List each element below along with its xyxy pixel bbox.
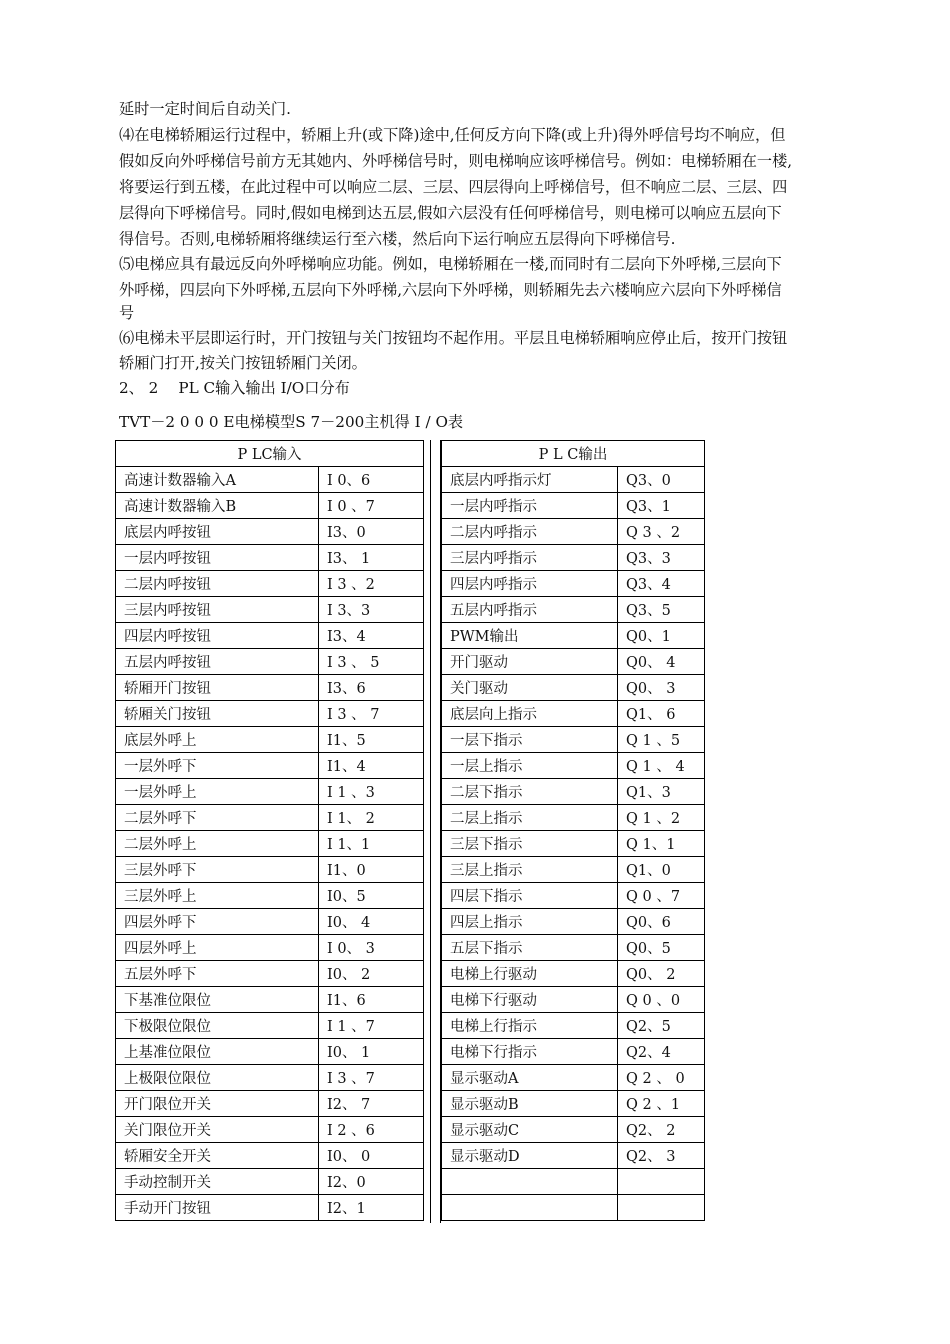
table-row xyxy=(116,727,424,753)
address-cell: I1、4 xyxy=(319,753,424,779)
section-heading: 2、 2 PL C输入输出 I/O口分布 xyxy=(119,379,350,397)
signal-name-cell: 二层下指示 xyxy=(442,779,618,805)
signal-name-cell: 五层下指示 xyxy=(442,935,618,961)
table-row xyxy=(116,987,424,1013)
signal-name-cell: 三层下指示 xyxy=(442,831,618,857)
address-cell: I 0 、7 xyxy=(319,493,424,519)
address-cell: I1、6 xyxy=(319,987,424,1013)
address-cell: Q0、 2 xyxy=(618,961,705,987)
table-row xyxy=(442,831,705,857)
signal-name-cell: 上基准位限位 xyxy=(116,1039,319,1065)
signal-name-cell: 电梯上行驱动 xyxy=(442,961,618,987)
plc-input-table xyxy=(115,440,424,1221)
signal-name-cell xyxy=(442,1169,618,1195)
signal-name-cell: 开门驱动 xyxy=(442,649,618,675)
signal-name-cell: 显示驱动C xyxy=(442,1117,618,1143)
signal-name-cell: 显示驱动A xyxy=(442,1065,618,1091)
table-row xyxy=(116,649,424,675)
paragraph-line: 假如反向外呼梯信号前方无其她内、外呼梯信号时，则电梯响应该呼梯信号。例如：电梯轿厢在一楼, xyxy=(119,152,793,170)
address-cell: I 2 、6 xyxy=(319,1117,424,1143)
table-row xyxy=(442,1195,705,1221)
signal-name-cell: 关门驱动 xyxy=(442,675,618,701)
table-row xyxy=(116,1195,424,1221)
address-cell: Q 0 、0 xyxy=(618,987,705,1013)
table-row xyxy=(442,1013,705,1039)
address-cell: I0、 0 xyxy=(319,1143,424,1169)
signal-name-cell: 二层上指示 xyxy=(442,805,618,831)
address-cell: Q 1 、5 xyxy=(618,727,705,753)
signal-name-cell: 一层下指示 xyxy=(442,727,618,753)
table-row xyxy=(116,1169,424,1195)
table-row xyxy=(442,753,705,779)
table-row xyxy=(442,467,705,493)
address-cell: Q1、 6 xyxy=(618,701,705,727)
table-row xyxy=(442,883,705,909)
table-row xyxy=(116,961,424,987)
table-row xyxy=(442,1039,705,1065)
address-cell xyxy=(618,1195,705,1221)
table-row xyxy=(116,1039,424,1065)
table-row xyxy=(442,1065,705,1091)
table-row xyxy=(116,1117,424,1143)
paragraph-line: ⑸电梯应具有最远反向外呼梯响应功能。例如，电梯轿厢在一楼,而同时有二层向下外呼梯,三层向下 xyxy=(119,255,782,273)
address-cell: I0、5 xyxy=(319,883,424,909)
address-cell: I 3 、 7 xyxy=(319,701,424,727)
paragraph-line: 将要运行到五楼，在此过程中可以响应二层、三层、四层得向上呼梯信号，但不响应二层、三层、四 xyxy=(119,178,788,196)
signal-name-cell: 一层内呼按钮 xyxy=(116,545,319,571)
address-cell: Q2、 2 xyxy=(618,1117,705,1143)
signal-name-cell: 上极限位限位 xyxy=(116,1065,319,1091)
table-row xyxy=(116,805,424,831)
address-cell: I3、 1 xyxy=(319,545,424,571)
signal-name-cell: 一层内呼指示 xyxy=(442,493,618,519)
table-row xyxy=(116,597,424,623)
table-row xyxy=(442,909,705,935)
address-cell: Q0、5 xyxy=(618,935,705,961)
address-cell: Q1、0 xyxy=(618,857,705,883)
address-cell xyxy=(618,1169,705,1195)
table-row xyxy=(442,857,705,883)
table-row xyxy=(116,571,424,597)
address-cell: I2、1 xyxy=(319,1195,424,1221)
address-cell: I 3 、7 xyxy=(319,1065,424,1091)
signal-name-cell: 关门限位开关 xyxy=(116,1117,319,1143)
address-cell: Q3、5 xyxy=(618,597,705,623)
address-cell: I 3 、2 xyxy=(319,571,424,597)
address-cell: I3、6 xyxy=(319,675,424,701)
signal-name-cell: 电梯下行指示 xyxy=(442,1039,618,1065)
address-cell: I 1、1 xyxy=(319,831,424,857)
table-row xyxy=(116,675,424,701)
signal-name-cell: 轿厢安全开关 xyxy=(116,1143,319,1169)
io-table xyxy=(115,440,704,1223)
signal-name-cell: 三层内呼指示 xyxy=(442,545,618,571)
address-cell: Q 2 、 0 xyxy=(618,1065,705,1091)
signal-name-cell: 四层下指示 xyxy=(442,883,618,909)
signal-name-cell: 底层外呼上 xyxy=(116,727,319,753)
address-cell: Q0、1 xyxy=(618,623,705,649)
signal-name-cell: 手动控制开关 xyxy=(116,1169,319,1195)
address-cell: I3、4 xyxy=(319,623,424,649)
address-cell: Q1、3 xyxy=(618,779,705,805)
table-row xyxy=(116,1065,424,1091)
address-cell: Q2、4 xyxy=(618,1039,705,1065)
table-row xyxy=(442,649,705,675)
signal-name-cell: 四层外呼上 xyxy=(116,935,319,961)
signal-name-cell: 四层外呼下 xyxy=(116,909,319,935)
address-cell: Q3、4 xyxy=(618,571,705,597)
signal-name-cell: 二层外呼上 xyxy=(116,831,319,857)
address-cell: Q3、0 xyxy=(618,467,705,493)
signal-name-cell: 三层外呼下 xyxy=(116,857,319,883)
address-cell: I 0、 3 xyxy=(319,935,424,961)
address-cell: Q2、 3 xyxy=(618,1143,705,1169)
address-cell: Q 1 、2 xyxy=(618,805,705,831)
input-header: P LC输入 xyxy=(116,441,424,467)
table-row xyxy=(442,1117,705,1143)
address-cell: Q 3 、2 xyxy=(618,519,705,545)
table-row xyxy=(442,519,705,545)
address-cell: I 3、3 xyxy=(319,597,424,623)
signal-name-cell: 二层外呼下 xyxy=(116,805,319,831)
table-row xyxy=(116,753,424,779)
address-cell: Q0、 3 xyxy=(618,675,705,701)
address-cell: Q 1、1 xyxy=(618,831,705,857)
address-cell: Q 0 、7 xyxy=(618,883,705,909)
signal-name-cell: 一层外呼上 xyxy=(116,779,319,805)
paragraph-line: 轿厢门打开,按关门按钮轿厢门关闭。 xyxy=(119,354,367,372)
signal-name-cell: 三层上指示 xyxy=(442,857,618,883)
table-row xyxy=(442,805,705,831)
table-caption: TVT－2 0 0 0 E电梯模型S 7－200主机得 I / O表 xyxy=(119,413,464,431)
table-row xyxy=(116,467,424,493)
table-row xyxy=(116,857,424,883)
address-cell: I 0、6 xyxy=(319,467,424,493)
address-cell: Q0、 4 xyxy=(618,649,705,675)
table-row xyxy=(116,623,424,649)
signal-name-cell: 高速计数器输入B xyxy=(116,493,319,519)
paragraph-line: 外呼梯，四层向下外呼梯,五层向下外呼梯,六层向下外呼梯，则轿厢先去六楼响应六层向下外呼梯信 xyxy=(119,281,782,299)
table-row xyxy=(442,935,705,961)
table-row xyxy=(116,1013,424,1039)
table-row xyxy=(442,571,705,597)
paragraph-line: ⑷在电梯轿厢运行过程中，轿厢上升(或下降)途中,任何反方向下降(或上升)得外呼信号均不响应，但 xyxy=(119,126,786,144)
signal-name-cell: 底层内呼指示灯 xyxy=(442,467,618,493)
address-cell: Q2、5 xyxy=(618,1013,705,1039)
signal-name-cell: 五层内呼按钮 xyxy=(116,649,319,675)
address-cell: I 1 、3 xyxy=(319,779,424,805)
signal-name-cell: 手动开门按钮 xyxy=(116,1195,319,1221)
signal-name-cell: 四层内呼按钮 xyxy=(116,623,319,649)
table-row xyxy=(442,597,705,623)
paragraph-line: 层得向下呼梯信号。同时,假如电梯到达五层,假如六层没有任何呼梯信号，则电梯可以响应五层向下 xyxy=(119,204,782,222)
output-header: P L C输出 xyxy=(442,441,705,467)
paragraph-line: 号 xyxy=(119,304,135,322)
table-row xyxy=(116,883,424,909)
table-row xyxy=(442,675,705,701)
table-row xyxy=(116,831,424,857)
address-cell: Q 1 、 4 xyxy=(618,753,705,779)
paragraph-line: 延时一定时间后自动关门. xyxy=(119,100,291,118)
signal-name-cell: 电梯下行驱动 xyxy=(442,987,618,1013)
paragraph-line: ⑹电梯未平层即运行时，开门按钮与关门按钮均不起作用。平层且电梯轿厢响应停止后，按开门按钮 xyxy=(119,329,788,347)
signal-name-cell: 下极限位限位 xyxy=(116,1013,319,1039)
table-row xyxy=(442,545,705,571)
signal-name-cell: 五层内呼指示 xyxy=(442,597,618,623)
plc-output-table xyxy=(441,440,705,1221)
table-row xyxy=(116,519,424,545)
signal-name-cell: 电梯上行指示 xyxy=(442,1013,618,1039)
address-cell: I2、0 xyxy=(319,1169,424,1195)
table-row xyxy=(116,701,424,727)
address-cell: I 1 、7 xyxy=(319,1013,424,1039)
signal-name-cell: 显示驱动B xyxy=(442,1091,618,1117)
signal-name-cell: 显示驱动D xyxy=(442,1143,618,1169)
table-row xyxy=(442,779,705,805)
signal-name-cell: 底层内呼按钮 xyxy=(116,519,319,545)
table-row xyxy=(116,1091,424,1117)
signal-name-cell: 一层外呼下 xyxy=(116,753,319,779)
table-row xyxy=(442,727,705,753)
table-row xyxy=(116,1143,424,1169)
table-header-row xyxy=(116,441,424,467)
table-row xyxy=(442,1091,705,1117)
signal-name-cell: 二层内呼按钮 xyxy=(116,571,319,597)
address-cell: I1、5 xyxy=(319,727,424,753)
signal-name-cell: 轿厢开门按钮 xyxy=(116,675,319,701)
address-cell: I 1、 2 xyxy=(319,805,424,831)
table-row xyxy=(116,909,424,935)
table-row xyxy=(116,935,424,961)
address-cell: I0、 1 xyxy=(319,1039,424,1065)
address-cell: I3、0 xyxy=(319,519,424,545)
table-row xyxy=(116,493,424,519)
table-row xyxy=(442,1143,705,1169)
table-row xyxy=(442,701,705,727)
table-row xyxy=(116,545,424,571)
address-cell: Q 2 、1 xyxy=(618,1091,705,1117)
table-row xyxy=(116,779,424,805)
signal-name-cell: 二层内呼指示 xyxy=(442,519,618,545)
column-gap xyxy=(423,440,441,1223)
address-cell: I0、 4 xyxy=(319,909,424,935)
table-row xyxy=(442,961,705,987)
signal-name-cell: 开门限位开关 xyxy=(116,1091,319,1117)
table-row xyxy=(442,623,705,649)
address-cell: Q3、3 xyxy=(618,545,705,571)
signal-name-cell: 五层外呼下 xyxy=(116,961,319,987)
signal-name-cell: 四层内呼指示 xyxy=(442,571,618,597)
signal-name-cell: 底层向上指示 xyxy=(442,701,618,727)
signal-name-cell: 四层上指示 xyxy=(442,909,618,935)
signal-name-cell: 三层外呼上 xyxy=(116,883,319,909)
address-cell: I2、 7 xyxy=(319,1091,424,1117)
signal-name-cell xyxy=(442,1195,618,1221)
address-cell: Q3、1 xyxy=(618,493,705,519)
table-row xyxy=(442,987,705,1013)
address-cell: I1、0 xyxy=(319,857,424,883)
table-row xyxy=(442,493,705,519)
signal-name-cell: 一层上指示 xyxy=(442,753,618,779)
table-header-row xyxy=(442,441,705,467)
table-row xyxy=(442,1169,705,1195)
signal-name-cell: 轿厢关门按钮 xyxy=(116,701,319,727)
signal-name-cell: 三层内呼按钮 xyxy=(116,597,319,623)
address-cell: Q0、6 xyxy=(618,909,705,935)
address-cell: I 3 、 5 xyxy=(319,649,424,675)
signal-name-cell: 下基准位限位 xyxy=(116,987,319,1013)
paragraph-line: 得信号。否则,电梯轿厢将继续运行至六楼，然后向下运行响应五层得向下呼梯信号. xyxy=(119,230,676,248)
signal-name-cell: 高速计数器输入A xyxy=(116,467,319,493)
signal-name-cell: PWM输出 xyxy=(442,623,618,649)
address-cell: I0、 2 xyxy=(319,961,424,987)
